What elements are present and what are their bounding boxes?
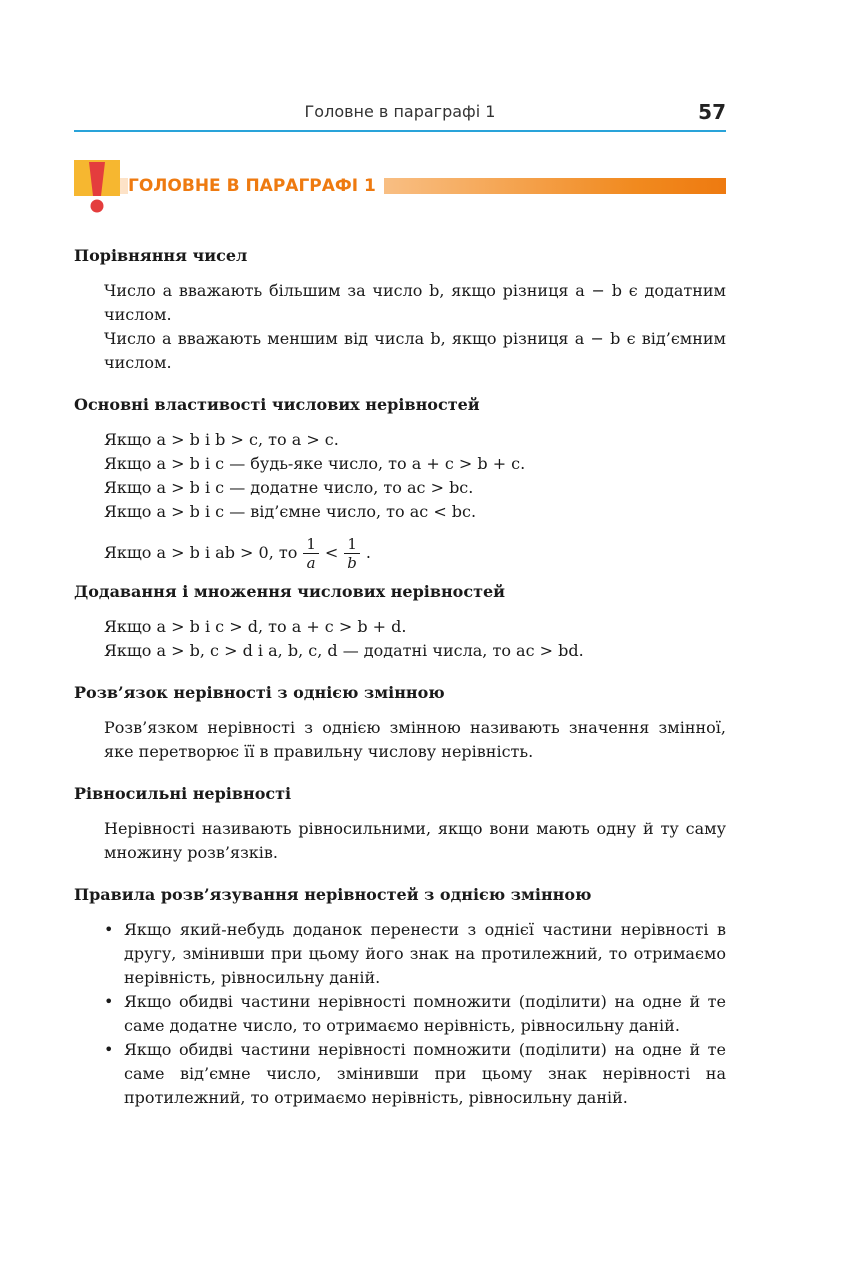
- section-solution: [74, 681, 726, 764]
- section-add-mult: [74, 580, 726, 663]
- section-heading: Правила розв’язування нерівностей з однією змінною: [74, 885, 592, 904]
- banner-title: ГОЛОВНЕ В ПАРАГРАФІ 1: [128, 175, 384, 197]
- formula-line: Якщо a > b і c — від’ємне число, то ac < bc.: [104, 502, 477, 521]
- formula-line: Якщо a > b, c > d і a, b, c, d — додатні числа, то ac > bd.: [104, 641, 584, 660]
- fraction-numerator: 1: [344, 535, 360, 554]
- formula-suffix: .: [365, 543, 371, 562]
- fraction-numerator: 1: [303, 535, 319, 554]
- paragraph: Нерівності називають рівносильними, якщо вони мають одну й ту саму множину розв’язків.: [104, 819, 726, 862]
- list-item: • Якщо обидві частини нерівності помножити (поділити) на одне й те саме додатне число, то отримаємо нерівність, рівносильну даній.: [104, 990, 726, 1038]
- running-header: [74, 100, 726, 132]
- formula-line: Якщо a > b і b > c, то a > c.: [104, 430, 339, 449]
- section-properties: [74, 393, 726, 578]
- section-heading: Основні властивості числових нерівностей: [74, 395, 480, 414]
- paragraph: Число a вважають більшим за число b, якщо різниця a − b є додатним числом.: [104, 281, 726, 324]
- exclamation-icon: [82, 160, 112, 214]
- fraction-denominator: b: [347, 553, 357, 572]
- rules-list: [74, 918, 726, 1110]
- summary-content: [74, 244, 726, 1110]
- formula-line: Якщо a > b і c > d, то a + c > b + d.: [104, 617, 407, 636]
- section-banner: [74, 160, 726, 214]
- section-heading: Розв’язок нерівності з однією змінною: [74, 683, 445, 702]
- fraction-denominator: a: [306, 553, 316, 572]
- section-heading: Порівняння чисел: [74, 246, 248, 265]
- section-heading: Додавання і множення числових нерівностей: [74, 582, 506, 601]
- running-title: Головне в параграфі 1: [304, 102, 496, 121]
- fraction-formula-line: [104, 528, 726, 578]
- list-item: • Якщо обидві частини нерівності помножити (поділити) на одне й те саме від’ємне число, змінивши при цьому знак нерівності на протилежний, то отримаємо нерівність, рівносильну даній.: [104, 1038, 726, 1110]
- fraction: [303, 535, 319, 572]
- paragraph: Розв’язком нерівності з однією змінною називають значення змінної, яке перетворює її в правильну числову нерівність.: [104, 718, 726, 761]
- formula-line: Якщо a > b і c — додатне число, то ac > bc.: [104, 478, 474, 497]
- fraction: [344, 535, 360, 572]
- section-heading: Рівносильні нерівності: [74, 784, 292, 803]
- formula-prefix: Якщо a > b і ab > 0, то: [104, 543, 298, 562]
- section-comparison: [74, 244, 726, 375]
- page-number: 57: [698, 100, 726, 124]
- section-equivalent: [74, 782, 726, 865]
- formula-line: Якщо a > b і c — будь-яке число, то a + c > b + c.: [104, 454, 526, 473]
- relation-sign: <: [324, 543, 339, 562]
- list-item: • Якщо який-небудь доданок перенести з однієї частини нерівності в другу, змінивши при цьому його знак на протилежний, то отримаємо нерівність, рівносильну даній.: [104, 918, 726, 990]
- paragraph: Число a вважають меншим від числа b, якщо різниця a − b є від’ємним числом.: [104, 329, 726, 372]
- section-rules: [74, 883, 726, 1110]
